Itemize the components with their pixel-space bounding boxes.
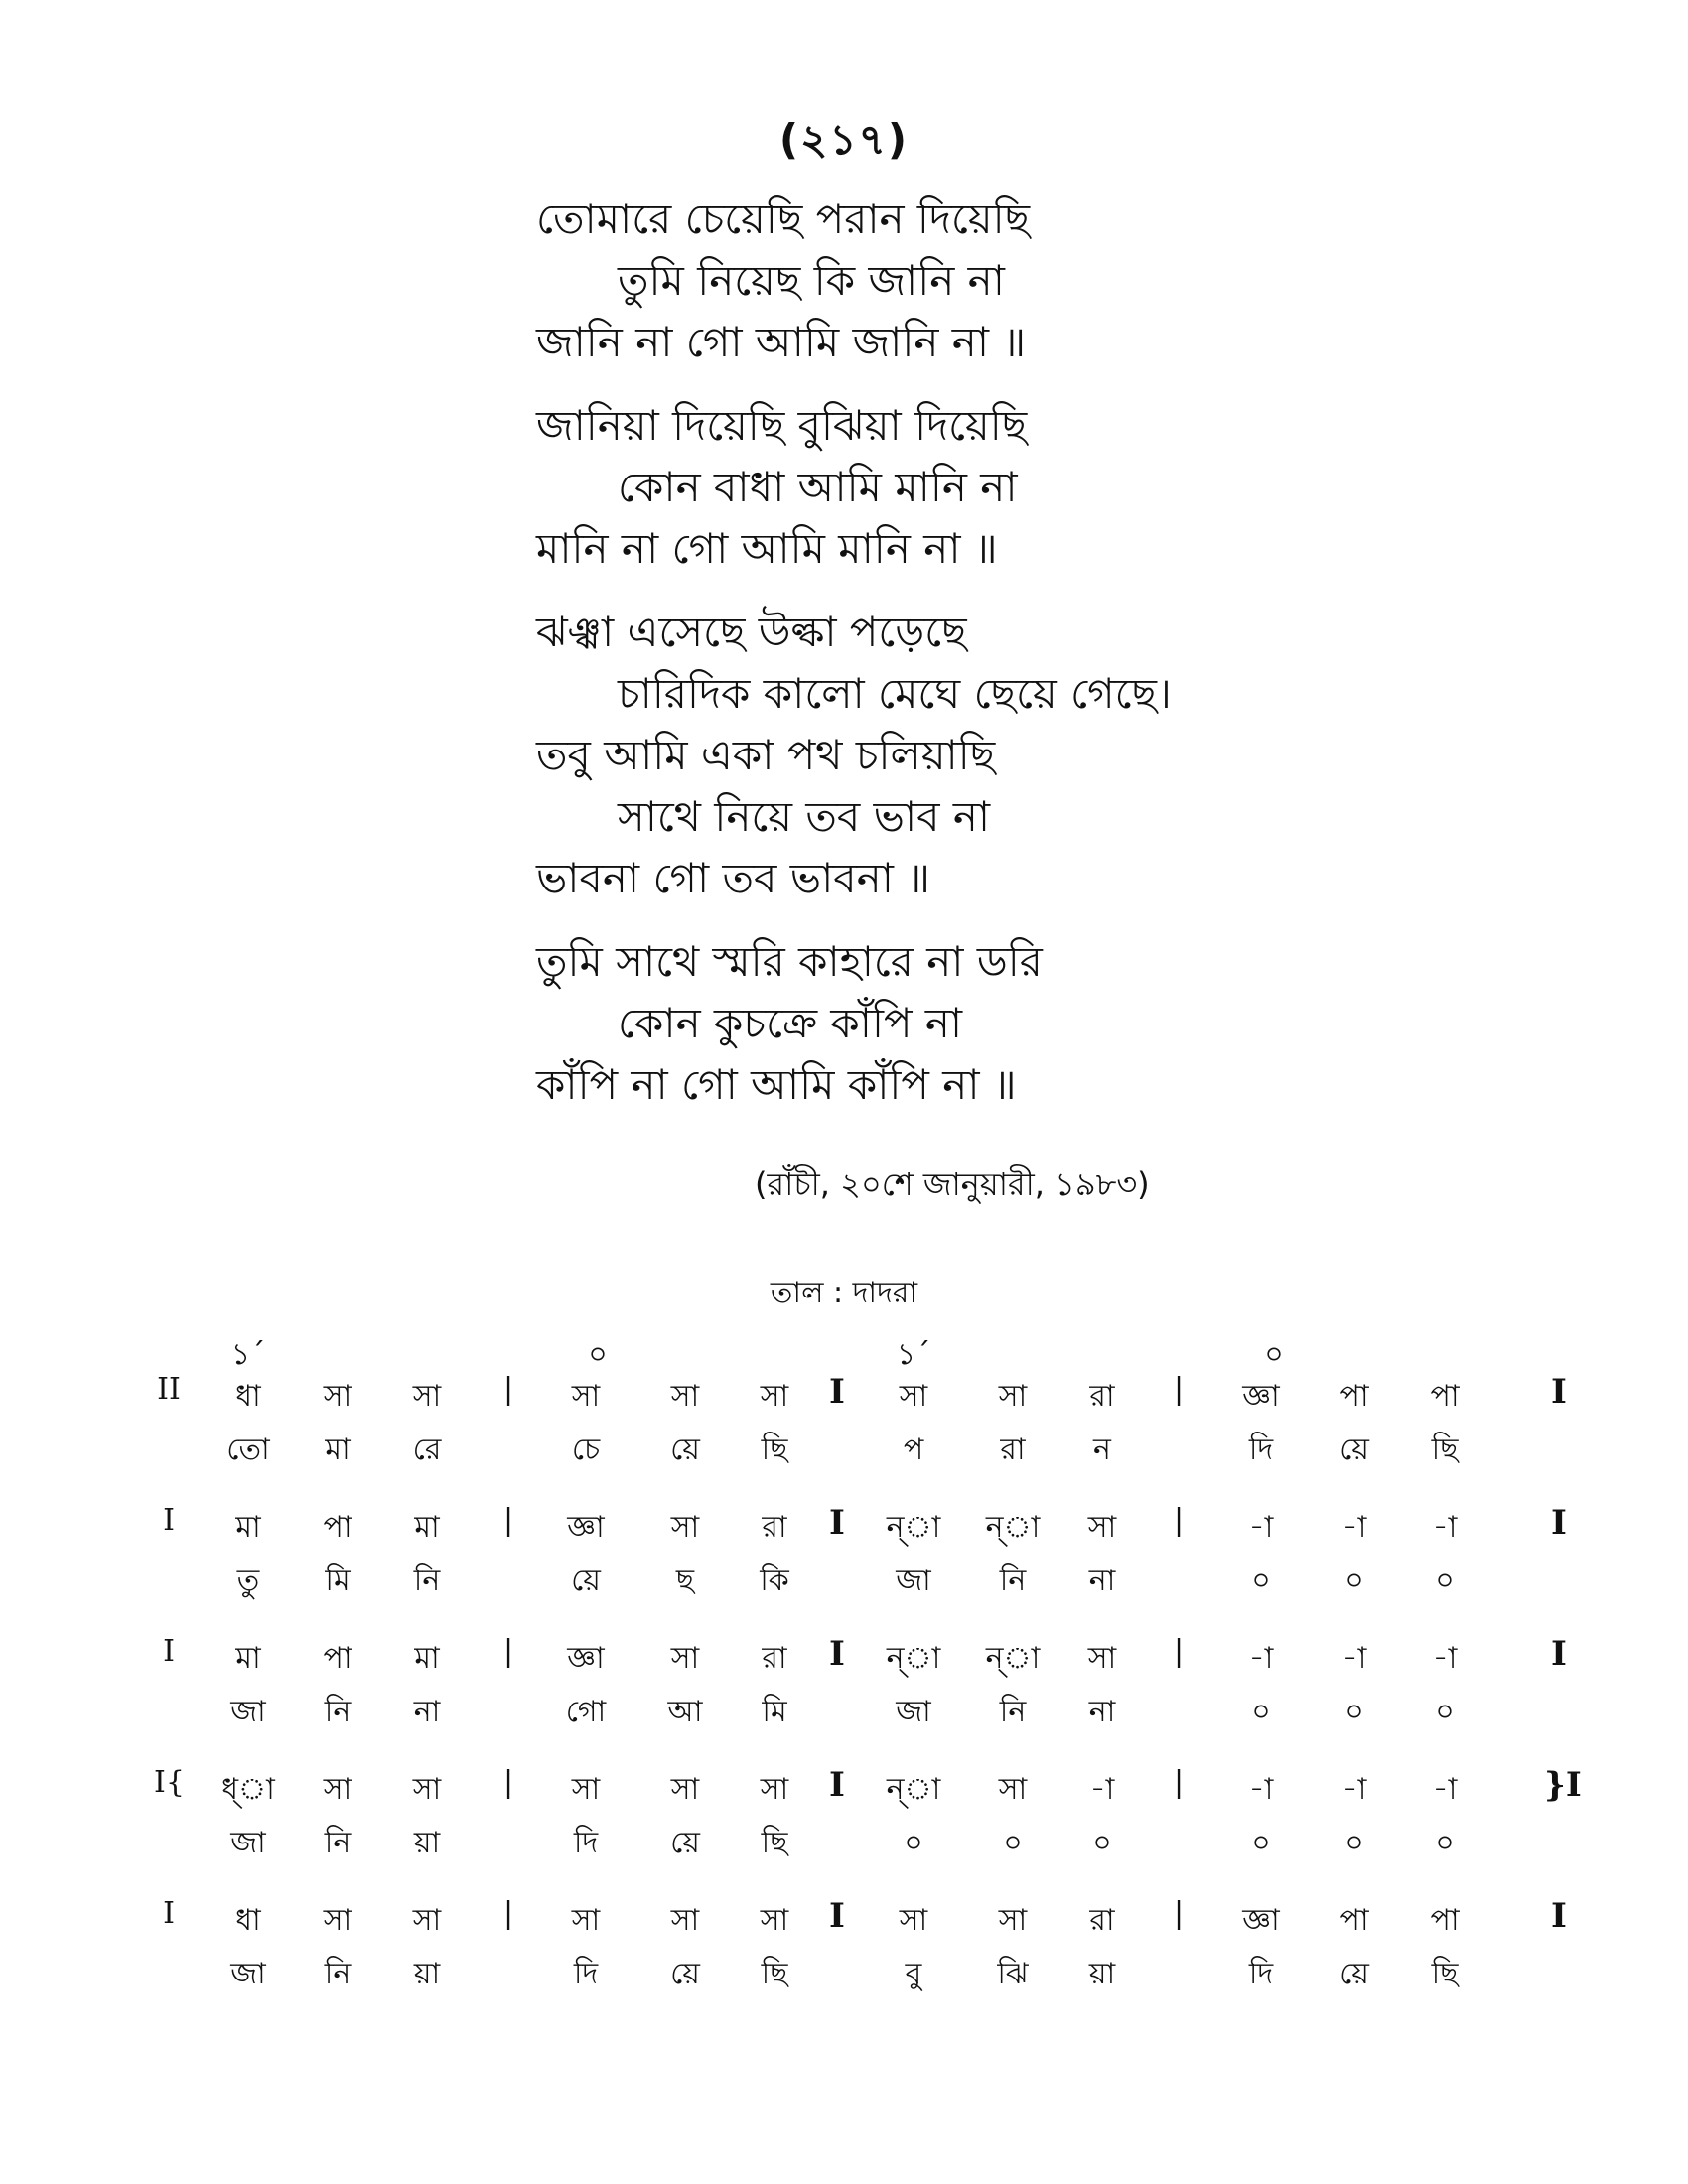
poem-line: তোমারে চেয়েছি পরান দিয়েছি — [536, 195, 1031, 243]
bar-close: }I — [1544, 1765, 1582, 1805]
stanza-1 — [536, 189, 1251, 373]
bar-close: I — [1551, 1372, 1567, 1412]
beat-mark: ০ — [1264, 1337, 1284, 1372]
lyric-syllable: দি — [1248, 1957, 1274, 1991]
lyric-syllable: ০ — [1435, 1695, 1455, 1729]
lyric-syllable: ছ — [675, 1564, 695, 1598]
beat-mark: ১´ — [230, 1337, 266, 1372]
lyric-syllable: ছি — [1431, 1957, 1459, 1991]
poem-line: জানি না গো আমি জানি না ॥ — [536, 318, 1027, 366]
bar-close: I — [1551, 1896, 1567, 1936]
swar: ন্া — [886, 1510, 941, 1545]
lyric-syllable: নি — [324, 1695, 352, 1729]
swar: -া — [1248, 1772, 1274, 1807]
lyric-syllable: ০ — [1003, 1826, 1023, 1860]
lyric-syllable: য়ে — [1339, 1433, 1369, 1467]
swar: -া — [1432, 1510, 1458, 1545]
lyric-syllable: নি — [324, 1826, 352, 1860]
notation-table — [139, 1330, 1609, 2027]
barline: I — [829, 1503, 845, 1543]
lyric-syllable: ০ — [1435, 1564, 1455, 1598]
lyric-syllable: আ — [667, 1695, 703, 1729]
swar: সা — [670, 1379, 700, 1414]
swar: পা — [1339, 1379, 1369, 1414]
bar-open: I — [163, 1634, 175, 1669]
swar: জ্ঞা — [567, 1641, 605, 1676]
lyric-syllable: ০ — [1251, 1826, 1271, 1860]
swar: সা — [899, 1379, 928, 1414]
lyric-syllable: মা — [325, 1433, 351, 1467]
lyric-syllable: নি — [413, 1564, 441, 1598]
lyric-syllable: মি — [762, 1695, 787, 1729]
swar: জ্ঞা — [1242, 1379, 1280, 1414]
swar: সা — [323, 1772, 352, 1807]
lyric-syllable: দি — [1248, 1433, 1274, 1467]
swar: পা — [1339, 1903, 1369, 1938]
swar: -া — [1432, 1641, 1458, 1676]
barline: I — [829, 1896, 845, 1936]
swar: ধা — [235, 1903, 261, 1938]
swar: সা — [760, 1772, 789, 1807]
lyric-syllable: ছি — [761, 1957, 788, 1991]
bar-open: I{ — [154, 1765, 185, 1800]
poem — [536, 189, 1251, 1138]
swar: ন্া — [886, 1641, 941, 1676]
bar-open: I — [163, 1503, 175, 1538]
lyric-syllable: নি — [999, 1564, 1027, 1598]
swar: রা — [1089, 1903, 1115, 1938]
swar: মা — [414, 1641, 440, 1676]
lyric-row — [139, 1426, 1609, 1483]
lyric-row — [139, 1688, 1609, 1745]
swar: পা — [1430, 1903, 1460, 1938]
barline: | — [502, 1372, 514, 1407]
swar: ধ্া — [221, 1772, 275, 1807]
swar: সা — [998, 1379, 1028, 1414]
swar: মা — [414, 1510, 440, 1545]
swar: সা — [998, 1772, 1028, 1807]
barline: | — [502, 1634, 514, 1669]
page-number: (২১৭) — [778, 115, 910, 164]
bar-open: II — [157, 1372, 181, 1407]
notation-block — [139, 1765, 1609, 1876]
swar: সা — [760, 1903, 789, 1938]
lyric-syllable: ০ — [1344, 1695, 1364, 1729]
barline: | — [1173, 1896, 1185, 1931]
swar: -া — [1248, 1641, 1274, 1676]
swar: -া — [1248, 1510, 1274, 1545]
barline: | — [1173, 1634, 1185, 1669]
swar: ন্া — [985, 1510, 1041, 1545]
poem-line: কাঁপি না গো আমি কাঁপি না ॥ — [536, 1060, 1017, 1109]
notation-block — [139, 1372, 1609, 1483]
notation-block — [139, 1896, 1609, 2007]
barline: | — [502, 1503, 514, 1538]
swar: সা — [760, 1379, 789, 1414]
lyric-syllable: য়ে — [571, 1564, 601, 1598]
lyric-syllable: না — [413, 1695, 441, 1729]
swar: সা — [571, 1903, 601, 1938]
poem-line: তুমি সাথে স্মরি কাহারে না ডরি — [536, 937, 1043, 986]
poem-line: মানি না গো আমি মানি না ॥ — [536, 524, 998, 573]
lyric-syllable: দি — [573, 1957, 599, 1991]
beat-mark-row — [139, 1330, 1609, 1372]
swar: -া — [1341, 1772, 1367, 1807]
lyric-syllable: রা — [1000, 1433, 1026, 1467]
lyric-syllable: ০ — [1251, 1564, 1271, 1598]
lyric-syllable: দি — [573, 1826, 599, 1860]
lyric-syllable: ঝি — [997, 1957, 1029, 1991]
barline: I — [829, 1765, 845, 1805]
lyric-syllable: গো — [565, 1695, 607, 1729]
swar: সা — [998, 1903, 1028, 1938]
lyric-row — [139, 1819, 1609, 1876]
lyric-syllable: য়ে — [670, 1957, 700, 1991]
swar-row — [139, 1372, 1609, 1426]
barline: | — [1173, 1503, 1185, 1538]
lyric-syllable: য়ে — [670, 1826, 700, 1860]
lyric-syllable: ০ — [1092, 1826, 1112, 1860]
barline: | — [502, 1765, 514, 1800]
bar-close: I — [1551, 1503, 1567, 1543]
lyric-syllable: জা — [230, 1826, 266, 1860]
swar: পা — [1430, 1379, 1460, 1414]
swar: সা — [412, 1903, 442, 1938]
bar-close: I — [1551, 1634, 1567, 1674]
lyric-syllable: য়া — [413, 1957, 441, 1991]
beat-mark: ১´ — [896, 1337, 931, 1372]
swar: রা — [762, 1510, 787, 1545]
notation-block — [139, 1634, 1609, 1745]
lyric-syllable: চে — [571, 1433, 601, 1467]
barline: | — [1173, 1765, 1185, 1800]
swar: সা — [323, 1903, 352, 1938]
tal-label: তাল : দাদরা — [770, 1276, 918, 1310]
swar: ন্া — [985, 1641, 1041, 1676]
swar: মা — [235, 1510, 261, 1545]
place-date: (রাঁচী, ২০শে জানুয়ারী, ১৯৮৩) — [755, 1165, 1150, 1203]
swar: পা — [323, 1641, 352, 1676]
lyric-syllable: জা — [230, 1957, 266, 1991]
stanza-4 — [536, 931, 1251, 1116]
lyric-syllable: ০ — [1344, 1826, 1364, 1860]
swar: -া — [1341, 1641, 1367, 1676]
swar: সা — [670, 1772, 700, 1807]
lyric-syllable: য়া — [413, 1826, 441, 1860]
poem-line: তুমি নিয়েছ কি জানি না — [618, 256, 1005, 305]
poem-line: ভাবনা গো তব ভাবনা ॥ — [536, 854, 930, 902]
lyric-syllable: না — [1088, 1564, 1116, 1598]
swar: জ্ঞা — [1242, 1903, 1280, 1938]
swar: সা — [412, 1379, 442, 1414]
lyric-syllable: নি — [999, 1695, 1027, 1729]
swar: পা — [323, 1510, 352, 1545]
swar-row — [139, 1765, 1609, 1819]
lyric-syllable: ০ — [904, 1826, 923, 1860]
beat-mark: ০ — [588, 1337, 608, 1372]
barline: | — [502, 1896, 514, 1931]
barline: | — [1173, 1372, 1185, 1407]
poem-line: সাথে নিয়ে তব ভাব না — [618, 792, 991, 841]
swar: রা — [1089, 1379, 1115, 1414]
swar: সা — [1087, 1510, 1117, 1545]
swar: সা — [899, 1903, 928, 1938]
lyric-syllable: বু — [905, 1957, 922, 1991]
lyric-syllable: ০ — [1435, 1826, 1455, 1860]
lyric-syllable: তো — [226, 1433, 270, 1467]
lyric-syllable: ছি — [761, 1433, 788, 1467]
swar: সা — [571, 1772, 601, 1807]
notation-block — [139, 1503, 1609, 1614]
lyric-syllable: ছি — [761, 1826, 788, 1860]
poem-line: কোন কুচক্রে কাঁপি না — [618, 999, 963, 1047]
poem-line: চারিদিক কালো মেঘে ছেয়ে গেছে। — [618, 669, 1172, 718]
lyric-syllable: ন — [1093, 1433, 1111, 1467]
lyric-syllable: নি — [324, 1957, 352, 1991]
swar: সা — [670, 1903, 700, 1938]
swar: -া — [1432, 1772, 1458, 1807]
lyric-syllable: না — [1088, 1695, 1116, 1729]
swar-row — [139, 1896, 1609, 1950]
swar: ধা — [235, 1379, 261, 1414]
swar: রা — [762, 1641, 787, 1676]
lyric-syllable: রে — [412, 1433, 442, 1467]
swar: ন্া — [886, 1772, 941, 1807]
swar: সা — [1087, 1641, 1117, 1676]
lyric-syllable: কি — [760, 1564, 789, 1598]
lyric-syllable: ০ — [1251, 1695, 1271, 1729]
swar: সা — [323, 1379, 352, 1414]
swar: সা — [670, 1641, 700, 1676]
lyric-syllable: প — [903, 1433, 924, 1467]
lyric-syllable: জা — [896, 1564, 931, 1598]
lyric-syllable: তু — [236, 1564, 260, 1598]
lyric-syllable: ছি — [1431, 1433, 1459, 1467]
lyric-syllable: মি — [325, 1564, 351, 1598]
poem-line: ঝঞ্ঝা এসেছে উল্কা পড়েছে — [536, 608, 967, 656]
swar: জ্ঞা — [567, 1510, 605, 1545]
lyric-syllable: য়ে — [1339, 1957, 1369, 1991]
swar-row — [139, 1503, 1609, 1557]
lyric-row — [139, 1950, 1609, 2007]
lyric-syllable: য়ে — [670, 1433, 700, 1467]
swar: মা — [235, 1641, 261, 1676]
lyric-syllable: য়া — [1088, 1957, 1116, 1991]
swar: সা — [571, 1379, 601, 1414]
lyric-syllable: জা — [230, 1695, 266, 1729]
lyric-syllable: ০ — [1344, 1564, 1364, 1598]
bar-open: I — [163, 1896, 175, 1931]
poem-line: তবু আমি একা পথ চলিয়াছি — [536, 731, 996, 779]
swar: সা — [670, 1510, 700, 1545]
lyric-row — [139, 1557, 1609, 1614]
lyric-syllable: জা — [896, 1695, 931, 1729]
swar-row — [139, 1634, 1609, 1688]
barline: I — [829, 1372, 845, 1412]
swar: সা — [412, 1772, 442, 1807]
stanza-2 — [536, 395, 1251, 580]
poem-line: কোন বাধা আমি মানি না — [618, 463, 1018, 511]
barline: I — [829, 1634, 845, 1674]
swar: -া — [1341, 1510, 1367, 1545]
swar: -া — [1089, 1772, 1115, 1807]
poem-line: জানিয়া দিয়েছি বুঝিয়া দিয়েছি — [536, 401, 1028, 450]
stanza-3 — [536, 602, 1251, 909]
